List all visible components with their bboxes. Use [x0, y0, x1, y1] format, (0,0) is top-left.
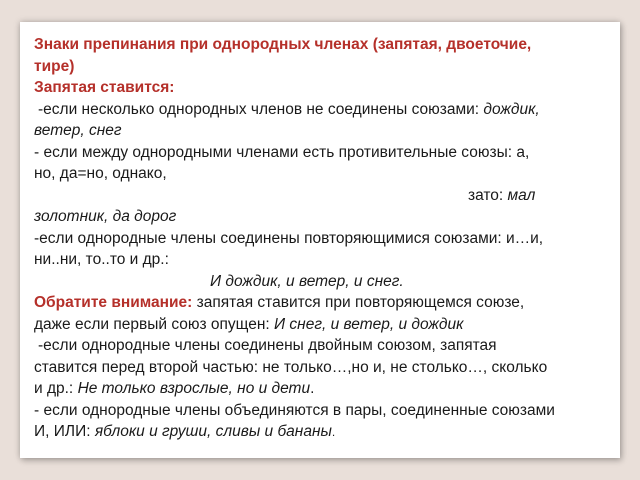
rule-3-line-2: ни..ни, то..то и др.:	[34, 251, 169, 268]
note-text-b: даже если первый союз опущен:	[34, 315, 275, 333]
title-line-2: тире)	[34, 57, 75, 75]
rule-2-example-a: мал	[507, 186, 536, 204]
note-line-1	[34, 292, 614, 314]
rule-2-line-1: - если между однородными членами есть противительные союзы: а,	[34, 143, 530, 161]
note-line-2	[34, 314, 614, 336]
rule-2-zato: зато:	[468, 186, 508, 204]
note-text: запятая ставится при повторяющемся союзе,	[192, 294, 525, 311]
rule-5-line-2	[34, 421, 614, 444]
rule-2-example-b: золотник, да дорог	[34, 208, 177, 225]
rule-4-example: Не только взрослые, но и дети	[77, 380, 311, 397]
rule-4-line-1: -если однородные члены соединены двойным союзом, запятая	[38, 337, 497, 354]
rule-1-example-a: дождик,	[483, 100, 540, 118]
rule-5-line-1: - если однородные члены объединяются в пары, соединенные союзами	[34, 401, 555, 419]
rule-3-line-1: -если однородные члены соединены повторяющимися союзами: и…и,	[34, 229, 544, 247]
rule-4-period: .	[310, 380, 315, 397]
rule-5-text-b: И, ИЛИ:	[34, 423, 95, 440]
rule-2-line-3	[34, 185, 614, 207]
rule-3-example: И дождик, и ветер, и снег.	[210, 272, 404, 290]
heading-comma: Запятая ставится:	[34, 79, 175, 96]
note-label: Обратите внимание:	[34, 294, 193, 311]
rule-2-line-2: но, да=но, однако,	[34, 165, 167, 182]
title-line-1: Знаки препинания при однородных членах (запятая, двоеточие,	[34, 36, 532, 53]
rule-1-text: -если несколько однородных членов не соединены союзами:	[38, 100, 484, 118]
rule-4-text-c: и др.:	[34, 380, 78, 397]
rule-1-line-1	[34, 99, 614, 121]
rule-5-example: яблоки и груши, сливы и бананы	[94, 423, 332, 440]
slide-text	[34, 34, 614, 444]
rule-1-example-b: ветер, снег	[34, 122, 122, 139]
rule-5-period: .	[331, 425, 336, 439]
rule-4-line-3	[34, 378, 614, 400]
note-example: И снег, и ветер, и дождик	[274, 315, 464, 333]
rule-4-line-2: ставится перед второй частью: не только…,но и, не столько…, сколько	[34, 358, 548, 376]
